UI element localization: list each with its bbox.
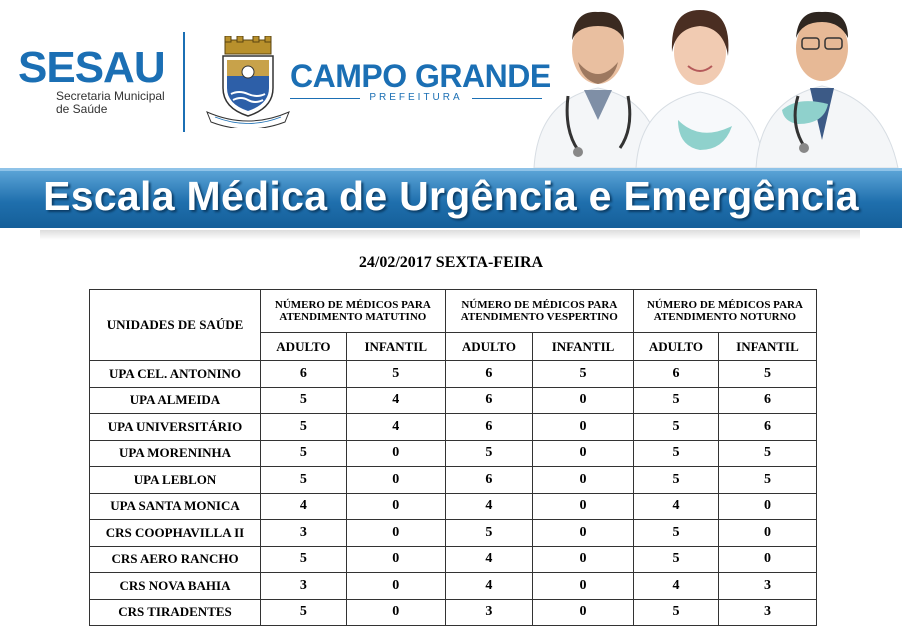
cell-value: 6: [718, 414, 816, 441]
cell-value: 6: [445, 361, 532, 388]
city-title: CAMPO GRANDE: [290, 58, 551, 94]
table-row: [90, 520, 817, 547]
cell-value: 0: [533, 573, 634, 600]
cell-value: 0: [533, 387, 634, 414]
cell-value: 0: [346, 467, 445, 494]
sub-header-adulto: ADULTO: [633, 333, 718, 361]
cell-value: 0: [718, 520, 816, 547]
schedule-table: [89, 289, 817, 626]
sesau-subtitle: [56, 90, 165, 116]
table-row: [90, 493, 817, 520]
cell-value: 4: [445, 493, 532, 520]
table-row: [90, 414, 817, 441]
unit-column-header: UNIDADES DE SAÚDE: [90, 290, 261, 361]
cell-value: 3: [718, 573, 816, 600]
cell-value: 0: [346, 520, 445, 547]
doctor-right-figure: [756, 12, 898, 168]
unit-name: UPA LEBLON: [90, 467, 261, 494]
cell-value: 0: [533, 520, 634, 547]
cell-value: 5: [261, 440, 347, 467]
cell-value: 5: [633, 599, 718, 626]
unit-name: UPA UNIVERSITÁRIO: [90, 414, 261, 441]
table-row: [90, 467, 817, 494]
table-row: [90, 546, 817, 573]
cell-value: 0: [533, 546, 634, 573]
cell-value: 4: [633, 493, 718, 520]
cell-value: 5: [261, 467, 347, 494]
cell-value: 0: [718, 546, 816, 573]
title-banner: [0, 168, 902, 228]
table-row: [90, 387, 817, 414]
cell-value: 6: [445, 387, 532, 414]
sesau-logo-text: SESAU: [18, 43, 165, 92]
cell-value: 6: [445, 414, 532, 441]
cell-value: 5: [445, 520, 532, 547]
cell-value: 5: [718, 361, 816, 388]
cell-value: 0: [533, 467, 634, 494]
unit-name: CRS NOVA BAHIA: [90, 573, 261, 600]
doctors-photo: [528, 0, 902, 168]
cell-value: 5: [533, 361, 634, 388]
cell-value: 3: [261, 573, 347, 600]
sub-header-adulto: ADULTO: [445, 333, 532, 361]
cell-value: 5: [633, 520, 718, 547]
cell-value: 5: [633, 414, 718, 441]
header: [0, 0, 902, 168]
unit-name: CRS COOPHAVILLA II: [90, 520, 261, 547]
cell-value: 6: [718, 387, 816, 414]
table-row: [90, 361, 817, 388]
unit-name: UPA ALMEIDA: [90, 387, 261, 414]
sub-header-infantil: INFANTIL: [718, 333, 816, 361]
doctor-middle-figure: [636, 10, 764, 168]
sesau-subtitle-line1: Secretaria Municipal: [56, 89, 165, 103]
unit-name: CRS AERO RANCHO: [90, 546, 261, 573]
cell-value: 0: [533, 440, 634, 467]
group-header-matutino: NÚMERO DE MÉDICOS PARA ATENDIMENTO MATUTINO: [261, 290, 446, 333]
cell-value: 0: [346, 573, 445, 600]
sub-header-infantil: INFANTIL: [346, 333, 445, 361]
cell-value: 5: [445, 440, 532, 467]
cell-value: 3: [261, 520, 347, 547]
table-row: [90, 573, 817, 600]
cell-value: 5: [346, 361, 445, 388]
sesau-subtitle-line2: de Saúde: [56, 102, 108, 116]
cell-value: 5: [633, 440, 718, 467]
cell-value: 5: [633, 467, 718, 494]
cell-value: 3: [445, 599, 532, 626]
cell-value: 5: [718, 467, 816, 494]
cell-value: 4: [633, 573, 718, 600]
table-group-header-row: [90, 290, 817, 333]
cell-value: 0: [346, 546, 445, 573]
banner-title: Escala Médica de Urgência e Emergência: [43, 173, 859, 219]
cell-value: 6: [261, 361, 347, 388]
city-crest-icon: [205, 36, 291, 128]
group-header-noturno: NÚMERO DE MÉDICOS PARA ATENDIMENTO NOTURNO: [633, 290, 816, 333]
sub-header-adulto: ADULTO: [261, 333, 347, 361]
cell-value: 4: [346, 414, 445, 441]
sub-header-infantil: INFANTIL: [533, 333, 634, 361]
cell-value: 0: [533, 493, 634, 520]
unit-name: CRS TIRADENTES: [90, 599, 261, 626]
cell-value: 5: [261, 599, 347, 626]
cell-value: 6: [633, 361, 718, 388]
cell-value: 0: [346, 440, 445, 467]
unit-name: UPA SANTA MONICA: [90, 493, 261, 520]
cell-value: 5: [718, 440, 816, 467]
cell-value: 5: [261, 414, 347, 441]
cell-value: 0: [533, 599, 634, 626]
cell-value: 4: [346, 387, 445, 414]
cell-value: 5: [261, 387, 347, 414]
cell-value: 0: [718, 493, 816, 520]
cell-value: 5: [633, 546, 718, 573]
group-header-vespertino: NÚMERO DE MÉDICOS PARA ATENDIMENTO VESPERTINO: [445, 290, 633, 333]
cell-value: 5: [633, 387, 718, 414]
banner-shadow: [40, 230, 860, 240]
cell-value: 0: [346, 493, 445, 520]
cell-value: 3: [718, 599, 816, 626]
unit-name: UPA MORENINHA: [90, 440, 261, 467]
cell-value: 4: [445, 546, 532, 573]
unit-name: UPA CEL. ANTONINO: [90, 361, 261, 388]
table-row: [90, 599, 817, 626]
cell-value: 6: [445, 467, 532, 494]
cell-value: 4: [261, 493, 347, 520]
cell-value: 5: [261, 546, 347, 573]
cell-value: 0: [346, 599, 445, 626]
city-subtitle: PREFEITURA: [369, 92, 463, 103]
cell-value: 0: [533, 414, 634, 441]
date-line: 24/02/2017 SEXTA-FEIRA: [358, 254, 544, 271]
cell-value: 4: [445, 573, 532, 600]
table-row: [90, 440, 817, 467]
sesau-logo: [18, 43, 165, 116]
header-divider: [183, 32, 185, 132]
